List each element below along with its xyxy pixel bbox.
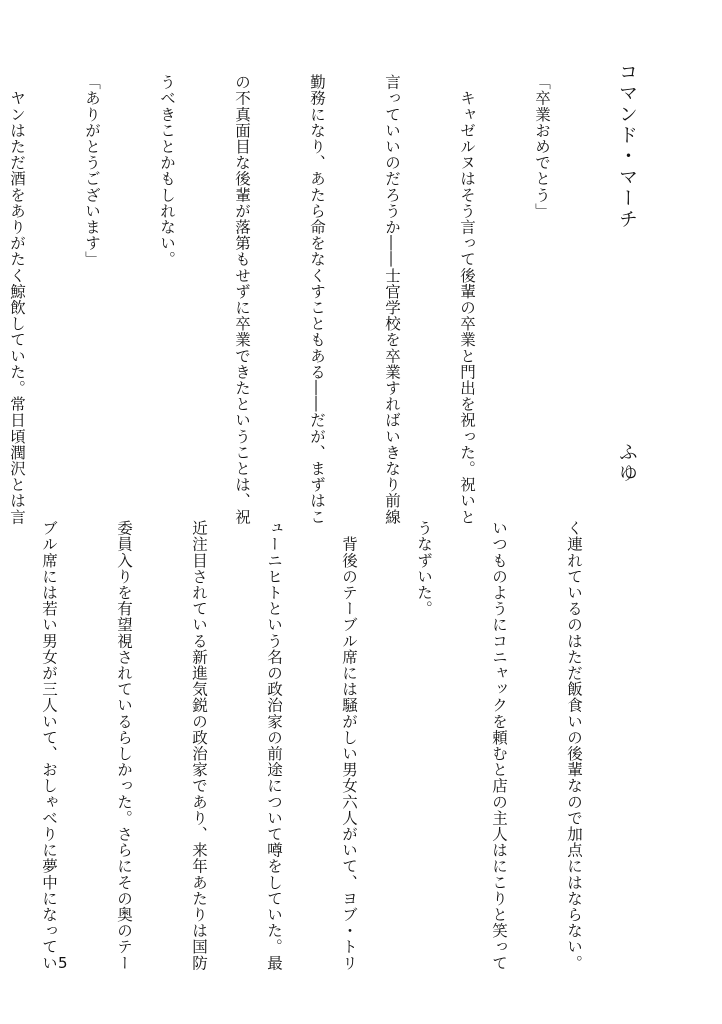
text-column: く連れているのはただ飯食いの後輩なので加点にはならない。 [565,520,583,971]
text-column: ューニヒトという名の政治家の前途について噂をしていた。最 [265,520,283,971]
text-block-top [0,74,604,525]
text-block-bottom [0,520,636,971]
text-column: ブル席には若い男女が三人いて、おしゃべりに夢中になってい [40,520,58,971]
text-column: 言っていいのだろうか――士官学校を卒業すればいきなり前線 [383,74,401,525]
text-column: 委員入りを有望視されているらしかった。さらにその奥のテー [115,520,133,971]
text-column: うなずいた。 [415,520,433,617]
text-column: 背後のテーブル席には騒がしい男女六人がいて、ヨブ・トリ [340,520,358,971]
text-column: の不真面目な後輩が落第もせずに卒業できたということは、祝 [233,74,251,525]
text-column: 勤務になり、あたら命をなくすこともある――だが、まずはこ [308,74,326,525]
story-title: コマンド・マーチ [616,62,638,230]
text-column: 「ありがとうございます」 [83,74,101,268]
text-column: いつものようにコニャックを頼むと店の主人はにこりと笑って [490,520,508,971]
author-name: ふゆ [616,442,638,484]
text-column: 「卒業おめでとう」 [533,74,551,219]
text-column: キャゼルヌはそう言って後輩の卒業と門出を祝った。祝いと [458,74,476,525]
page-number: 5 [58,954,68,972]
text-column: うべきことかもしれない。 [158,74,176,268]
text-column: 近注目されている新進気鋭の政治家であり、来年あたりは国防 [190,520,208,971]
text-column: ヤンはただ酒をありがたく鯨飲していた。常日頃潤沢とは言 [8,74,26,525]
